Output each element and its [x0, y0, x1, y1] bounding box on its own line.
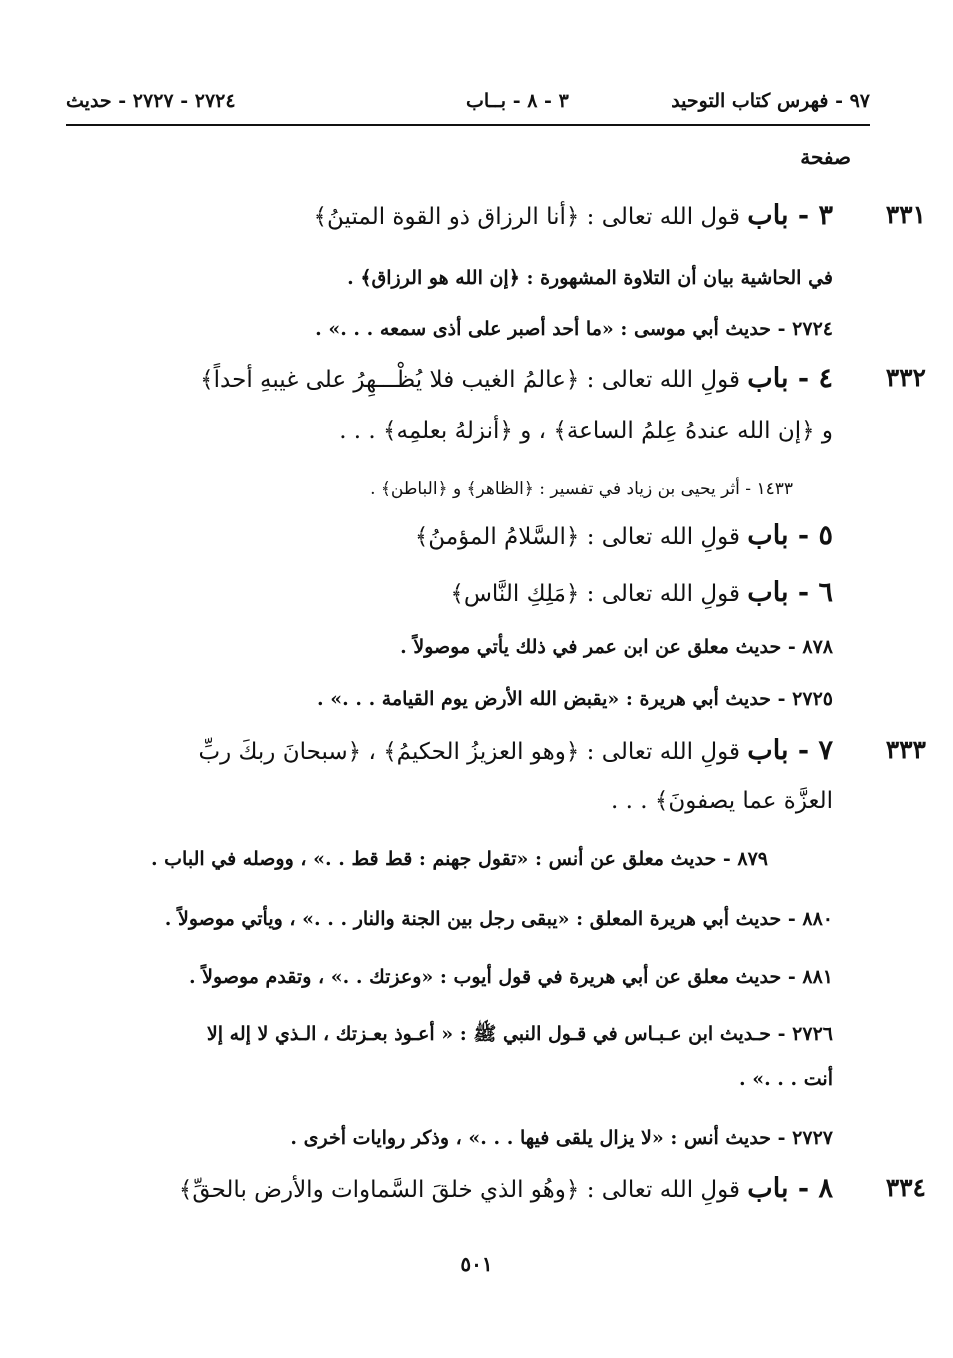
- bab-heading: [313, 200, 833, 231]
- bab-title-continuation: العزَّة عما يصفونَ﴾ . . .: [611, 788, 833, 814]
- bab-page-number: ٣٣١: [885, 200, 926, 229]
- bab-word: باب: [747, 577, 789, 608]
- bab-number: ٣ -: [788, 200, 833, 231]
- index-line: في الحاشية بيان أن التلاوة المشهورة : ﴿إن الله هو الرزاق﴾ .: [347, 267, 833, 289]
- bab-title-text: قولِ الله تعالى : ﴿السَّلامُ المؤمنُ﴾: [414, 524, 748, 550]
- bab-title-text: قولِ الله تعالى : ﴿عالمُ الغيب فلا يُظْـــهِرُ على غيبهِ أحداً﴾: [200, 367, 748, 393]
- bab-entry: [50, 735, 926, 766]
- bab-title-text: قولِ الله تعالى : ﴿مَلِكِ النَّاس﴾: [450, 581, 748, 607]
- bab-entry: [50, 363, 926, 394]
- index-line: ٢٧٢٤ - حديث أبي موسى : «ما أحد أصبر على أذى سمعه . . .» .: [315, 318, 833, 340]
- bab-entry: [50, 1173, 926, 1204]
- header-divider: [66, 124, 870, 126]
- bab-entry: [50, 200, 926, 231]
- bab-heading: [200, 363, 833, 394]
- running-header: [66, 84, 870, 120]
- index-line: أنت . . .» .: [738, 1068, 833, 1090]
- bab-number: ٧ -: [788, 735, 833, 766]
- bab-title-continuation: و ﴿إن الله عندهُ عِلمُ الساعة﴾ ، و ﴿أنزلهُ بعلمِه﴾ . . .: [339, 418, 833, 444]
- header-chapter-title: ٩٧ - فهرس كتاب التوحيد: [671, 90, 870, 112]
- index-line: ٨٧٨ - حديث معلق عن ابن عمر في ذلك يأتي موصولاً .: [400, 636, 833, 658]
- bab-page-number: ٣٣٤: [885, 1173, 926, 1202]
- header-section-range: ٣ - ٨ - بــاب: [466, 90, 569, 112]
- index-line: ٢٧٢٧ - حديث أنس : «لا يزال يلقى فيها . . .» ، وذكر روايات أخرى .: [290, 1127, 833, 1149]
- index-line: ٨٨١ - حديث معلق عن أبي هريرة في قول أيوب : «وعزتك . .» ، وتقدم موصولاً .: [188, 966, 833, 988]
- bab-number: ٦ -: [788, 577, 833, 608]
- index-line: ٢٧٢٦ - حـديث ابن عـبـاس في قـول النبي ﷺ : « أعـوذ بعـزتك ، الـذي لا إله إلا: [206, 1023, 833, 1045]
- bab-page-number: ٣٣٣: [885, 735, 926, 764]
- bab-page-number: ٣٣٢: [885, 363, 926, 392]
- index-line: ٨٧٩ - حديث معلق عن أنس : «تقول جهنم : قط قط . .» ، ووصله في الباب .: [150, 848, 768, 870]
- bab-title-text: قول الله تعالى : ﴿أنا الرزاق ذو القوة المتينُ﴾: [313, 204, 748, 230]
- header-hadith-range: ٢٧٢٤ - ٢٧٢٧ - حديث: [66, 90, 236, 112]
- bab-word: باب: [747, 363, 789, 394]
- bab-number: ٤ -: [788, 363, 833, 394]
- bab-word: باب: [747, 1173, 789, 1204]
- bab-number: ٥ -: [788, 520, 833, 551]
- bab-heading: [450, 577, 833, 608]
- bab-entry: [50, 520, 833, 551]
- bab-number: ٨ -: [788, 1173, 833, 1204]
- bab-entry: [50, 577, 833, 608]
- index-line: ١٤٣٣ - أثر يحيى بن زياد في تفسير : ﴿الظاهر﴾ و ﴿الباطن﴾ .: [370, 479, 793, 499]
- index-line: ٢٧٢٥ - حديث أبي هريرة : «يقبض الله الأرض يوم القيامة . . .» .: [317, 688, 833, 710]
- bab-word: باب: [747, 200, 789, 231]
- page-number: ٥٠١: [460, 1252, 493, 1276]
- bab-heading: [414, 520, 833, 551]
- index-line: ٨٨٠ - حديث أبي هريرة المعلق : «يبقى رجل بين الجنة والنار . . .» ، ويأتي موصولاً .: [164, 908, 833, 930]
- bab-title-text: قولِ الله تعالى : ﴿وهو العزيزُ الحكيمُ﴾ ، ﴿سبحانَ ربكَ ربِّ: [198, 739, 748, 765]
- bab-heading: [178, 1173, 833, 1204]
- bab-word: باب: [747, 520, 789, 551]
- bab-title-text: قولِ الله تعالى : ﴿وهُو الذي خلقَ السَّماوات والأرض بالحقِّ﴾: [178, 1177, 748, 1203]
- bab-heading: [198, 735, 833, 766]
- page-column-label: صفحة: [800, 145, 851, 169]
- bab-word: باب: [747, 735, 789, 766]
